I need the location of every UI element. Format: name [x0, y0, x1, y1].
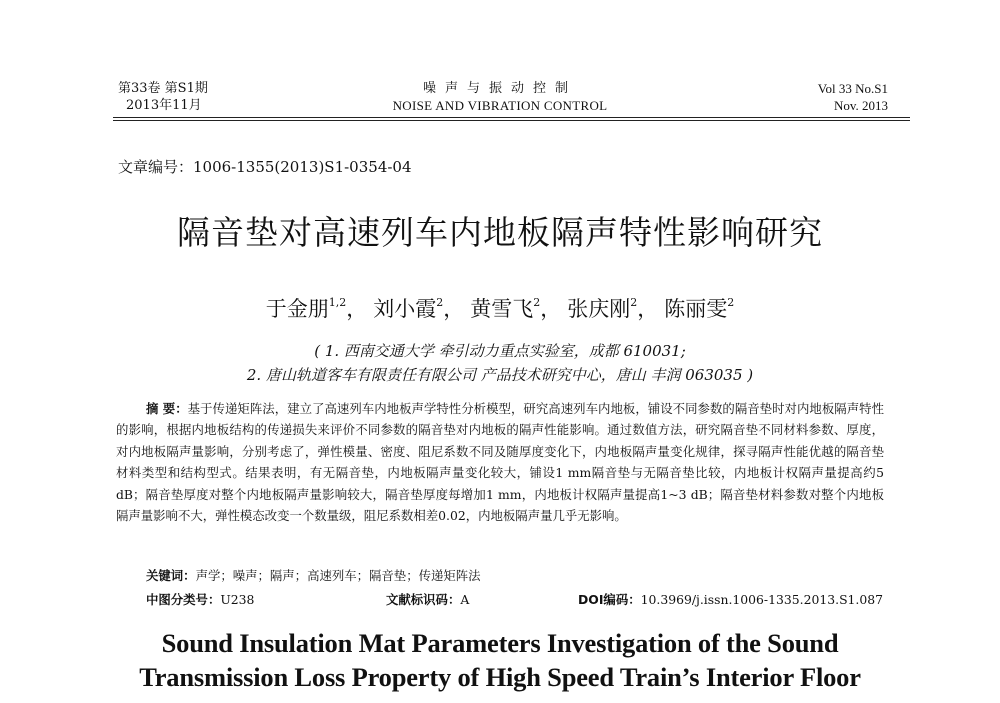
doi-label: DOI编码：	[578, 592, 641, 607]
volume-issue-text: 第33卷 第S1期	[118, 81, 208, 96]
article-number: 文章编号：1006-1355(2013)S1-0354-04	[118, 158, 412, 176]
author-name: 黄雪飞	[470, 297, 534, 321]
keywords-label: 关键词：	[146, 568, 196, 583]
classification-number	[146, 590, 254, 608]
author-list	[0, 293, 1000, 323]
keywords	[146, 566, 481, 584]
author-separator: ，	[540, 297, 562, 321]
classification-value: U238	[220, 592, 255, 607]
document-code-value: A	[460, 592, 470, 607]
classification-label: 中图分类号：	[146, 592, 221, 607]
document-code	[386, 590, 469, 608]
volume-en-text: Vol 33 No.S1	[817, 81, 888, 96]
paper-title-cn: 隔音垫对高速列车内地板隔声特性影响研究	[177, 213, 823, 252]
author-affiliation-mark: 2	[436, 296, 444, 309]
abstract	[116, 398, 884, 526]
author-separator: ，	[346, 297, 368, 321]
author-affiliation-mark: 2	[630, 296, 638, 309]
author-separator: ，	[637, 297, 659, 321]
affiliation-2: 2. 唐山轨道客车有限责任有限公司 产品技术研究中心，唐山 丰润 063035 )	[246, 366, 754, 384]
title-en-line1: Sound Insulation Mat Parameters Investigation of the Sound	[161, 628, 839, 658]
affiliation-1: ( 1. 西南交通大学 牵引动力重点实验室，成都 610031;	[314, 342, 686, 360]
keywords-text: 声学；噪声；隔声；高速列车；隔音垫；传递矩阵法	[195, 568, 481, 583]
journal-name-en: NOISE AND VIBRATION CONTROL	[392, 98, 608, 113]
author-separator: ，	[443, 297, 465, 321]
author-affiliation-mark: 2	[533, 296, 541, 309]
header-rule-thin	[113, 117, 910, 118]
author-affiliation-mark: 2	[727, 296, 735, 309]
abstract-label: 摘 要：	[146, 401, 188, 416]
author-name: 刘小霞	[373, 297, 437, 321]
header-rule-thick	[113, 120, 910, 121]
document-code-label: 文献标识码：	[386, 592, 461, 607]
author-name: 于金朋	[265, 297, 329, 321]
abstract-text: 基于传递矩阵法，建立了高速列车内地板声学特性分析模型，研究高速列车内地板，铺设不同参数的隔音垫时对内地板隔声特性的影响，根据内地板结构的传递损失来评价不同参数的隔音垫对内地板的隔声性能影响。通过数值方法，研究隔音垫不同材料参数、厚度，对内地板隔声量影响，分别考虑了，弹性模量、密度、阻尼系数不同及随厚度变化下，内地板隔声量变化规律，探寻隔声性能优越的隔音垫材料类型和结构型式。结果表明，有无隔音垫，内地板隔声量变化较大，铺设1 mm隔音垫与无隔音垫比较，内地板计权隔声量提高约5 dB；隔音垫厚度对整个内地板隔声量影响较大，隔音垫厚度每增加1 mm，内地板计权隔声量提高1~3 dB；隔音垫材料参数对整个内地板隔声量影响不大，弹性模态改变一个数量级，阻尼系数相差0.02，内地板隔声量几乎无影响。	[116, 401, 884, 524]
author-affiliation-mark: 1,2	[328, 296, 347, 309]
journal-name-cn: 噪声与振动控制	[422, 81, 577, 96]
doi-value: 10.3969/j.issn.1006-1335.2013.S1.087	[640, 592, 884, 607]
title-en-line2: Transmission Loss Property of High Speed Train’s Interior Floor	[139, 662, 861, 692]
journal-volume-en	[818, 80, 888, 114]
issue-date-text: 2013年11月	[126, 98, 202, 113]
author-name: 陈丽雯	[664, 297, 728, 321]
date-en-text: Nov. 2013	[833, 98, 888, 113]
author-name: 张庆刚	[567, 297, 631, 321]
paper-title-en	[0, 626, 1000, 694]
doi	[578, 590, 883, 608]
